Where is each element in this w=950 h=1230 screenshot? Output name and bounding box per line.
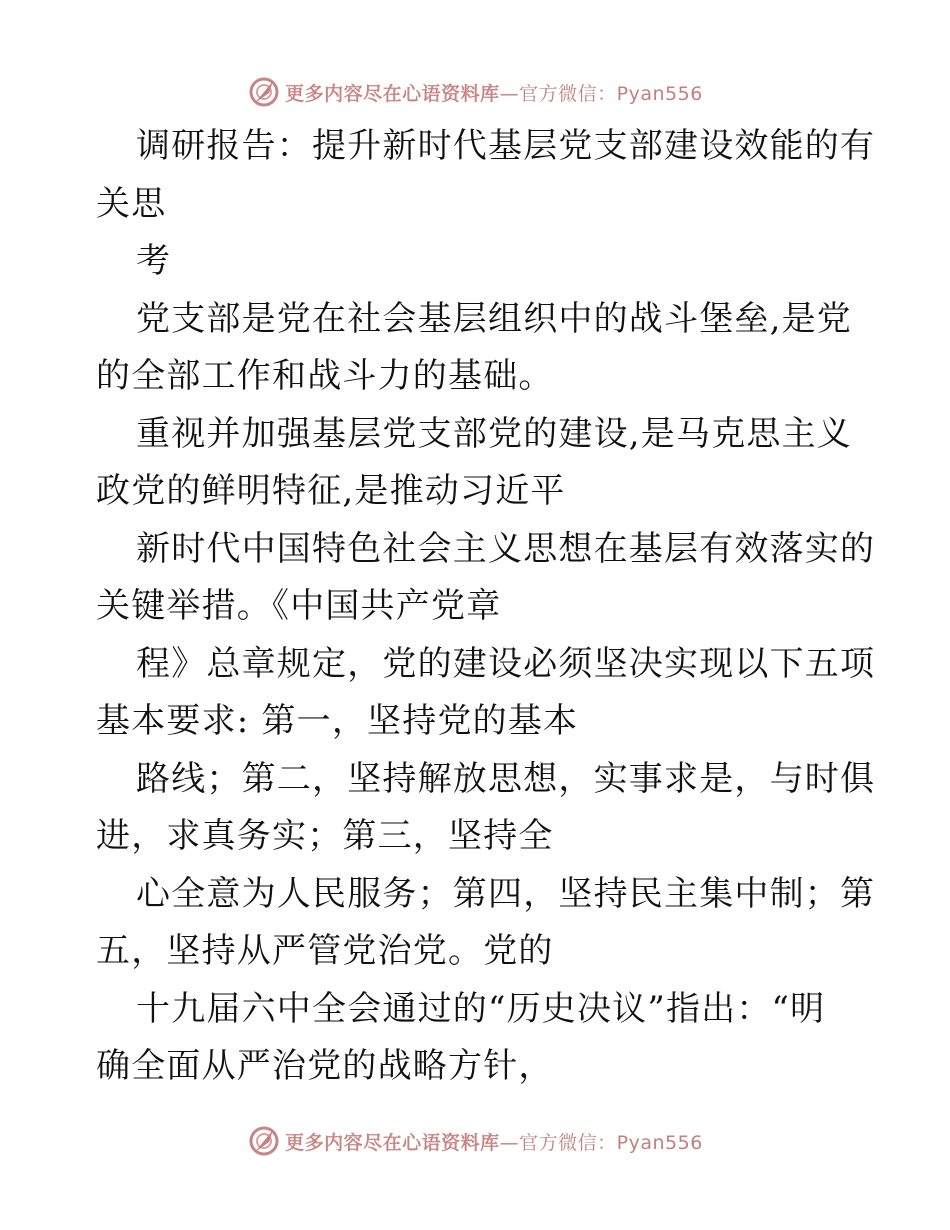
text-line: 程》总章规定，党的建设必须坚决实现以下五项 xyxy=(136,643,876,684)
quill-logo-icon xyxy=(247,75,281,109)
text-line: 的全部工作和战斗力的基础。 xyxy=(96,356,554,396)
text-line: 确全面从严治党的战略方针， xyxy=(96,1046,554,1086)
document-body xyxy=(96,118,876,1096)
text-line: 十九届六中全会通过的“历史决议”指出：“明 xyxy=(136,988,826,1029)
quill-logo-icon xyxy=(247,1124,281,1158)
text-line: 关键举措。《中国共产党章 xyxy=(96,586,502,626)
text-line: 关思 xyxy=(96,183,167,224)
footer-banner xyxy=(0,1121,950,1161)
header-banner-wechat: —官方微信：Pyan556 xyxy=(499,82,703,105)
text-line: 调研报告：提升新时代基层党支部建设效能的有 xyxy=(136,126,876,166)
text-line: 路线；第二，坚持解放思想，实事求是，与时俱 xyxy=(136,758,876,799)
text-line: 考 xyxy=(136,241,172,281)
text-line: 基本要求: 第一，坚持党的基本 xyxy=(96,701,579,741)
text-line: 新时代中国特色社会主义思想在基层有效落实的 xyxy=(136,528,876,569)
text-line: 政党的鲜明特征,是推动习近平 xyxy=(96,471,566,511)
footer-banner-wechat: —官方微信：Pyan556 xyxy=(499,1131,703,1154)
text-line: 党支部是党在社会基层组织中的战斗堡垒,是党 xyxy=(136,298,853,339)
text-line: 心全意为人民服务；第四，坚持民主集中制；第 xyxy=(136,873,876,914)
text-line: 重视并加强基层党支部党的建设,是马克思主义 xyxy=(136,413,853,454)
footer-banner-brand: 更多内容尽在心语资料库 xyxy=(285,1131,500,1154)
header-banner xyxy=(0,72,950,112)
text-line: 进，求真务实；第三，坚持全 xyxy=(96,816,554,856)
text-line: 五，坚持从严管党治党。党的 xyxy=(96,931,554,971)
header-banner-brand: 更多内容尽在心语资料库 xyxy=(285,82,500,105)
